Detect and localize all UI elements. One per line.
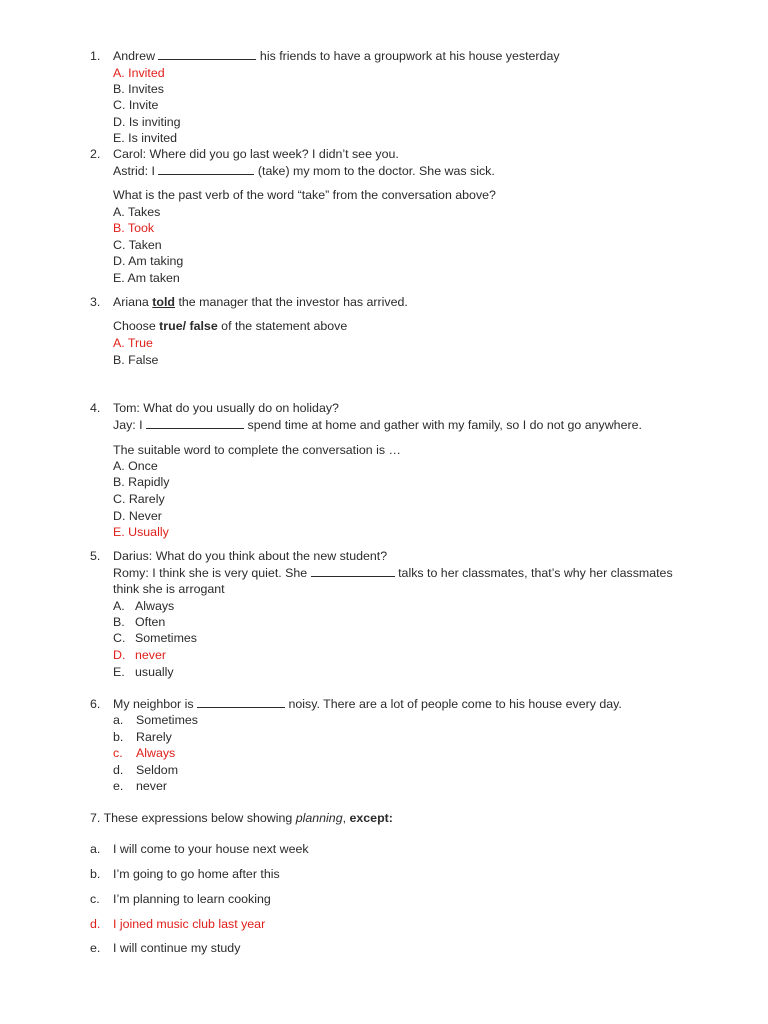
option: a. Sometimes: [113, 713, 198, 727]
answer-blank: [311, 565, 395, 577]
question-3-prompt: Choose true/ false of the statement above: [113, 319, 348, 333]
option-correct: B. Took: [113, 221, 155, 235]
question-number: 2.: [90, 147, 101, 161]
answer-blank: [158, 163, 254, 175]
option-correct: c. Always: [113, 746, 176, 760]
option: B. False: [113, 353, 159, 367]
option-correct: A. True: [113, 336, 153, 350]
option: c. I’m planning to learn cooking: [90, 892, 271, 906]
question-number: 6.: [90, 697, 101, 711]
option: A. Once: [113, 459, 158, 473]
option-correct: E. Usually: [113, 525, 169, 539]
question-5-dialog: Romy: I think she is very quiet. She talks to her classmates, that’s why her classmates: [113, 566, 673, 580]
question-2-prompt: What is the past verb of the word “take” from the conversation above?: [113, 188, 496, 202]
option: B. Often: [113, 615, 166, 629]
option: b. I’m going to go home after this: [90, 867, 280, 881]
question-4-dialog: Jay: I spend time at home and gather with my family, so I do not go anywhere.: [113, 418, 642, 432]
option: A. Takes: [113, 205, 161, 219]
question-7-stem: 7. These expressions below showing planning, except:: [90, 811, 393, 825]
question-number: 5.: [90, 549, 101, 563]
question-2-dialog: Astrid: I (take) my mom to the doctor. She was sick.: [113, 164, 495, 178]
option: E. Is invited: [113, 131, 178, 145]
question-4-prompt: The suitable word to complete the conversation is …: [113, 443, 401, 457]
question-6-stem: 6. My neighbor is noisy. There are a lot of people come to his house every day.: [90, 697, 622, 711]
option: D. Never: [113, 509, 162, 523]
option: C. Taken: [113, 238, 162, 252]
option: C. Invite: [113, 98, 159, 112]
question-number: 7.: [90, 811, 101, 825]
option: b. Rarely: [113, 730, 172, 744]
option: B. Rapidly: [113, 475, 170, 489]
question-number: 4.: [90, 401, 101, 415]
question-3-stem: 3. Ariana told the manager that the investor has arrived.: [90, 295, 408, 309]
answer-blank: [146, 417, 244, 429]
answer-blank: [197, 696, 285, 708]
option: A. Always: [113, 599, 175, 613]
option: B. Invites: [113, 82, 164, 96]
option: a. I will come to your house next week: [90, 842, 309, 856]
option: D. Am taking: [113, 254, 184, 268]
question-number: 3.: [90, 295, 101, 309]
question-4-stem: 4. Tom: What do you usually do on holiday?: [90, 401, 339, 415]
option: C. Rarely: [113, 492, 165, 506]
question-number: 1.: [90, 49, 101, 63]
question-1-stem: 1. Andrew his friends to have a groupwork at his house yesterday: [90, 49, 560, 63]
option-correct: d. I joined music club last year: [90, 917, 266, 931]
option: e. never: [113, 779, 167, 793]
option: E. Am taken: [113, 271, 180, 285]
option: D. Is inviting: [113, 115, 181, 129]
option: E. usually: [113, 665, 174, 679]
question-2-stem: 2. Carol: Where did you go last week? I didn’t see you.: [90, 147, 399, 161]
keyword: told: [152, 295, 175, 309]
option-correct: D. never: [113, 648, 166, 662]
question-5-stem: 5. Darius: What do you think about the new student?: [90, 549, 388, 563]
option-correct: A. Invited: [113, 66, 165, 80]
answer-blank: [158, 48, 256, 60]
option: C. Sometimes: [113, 631, 197, 645]
option: d. Seldom: [113, 763, 179, 777]
question-5-dialog-cont: think she is arrogant: [113, 582, 225, 596]
option: e. I will continue my study: [90, 941, 241, 955]
